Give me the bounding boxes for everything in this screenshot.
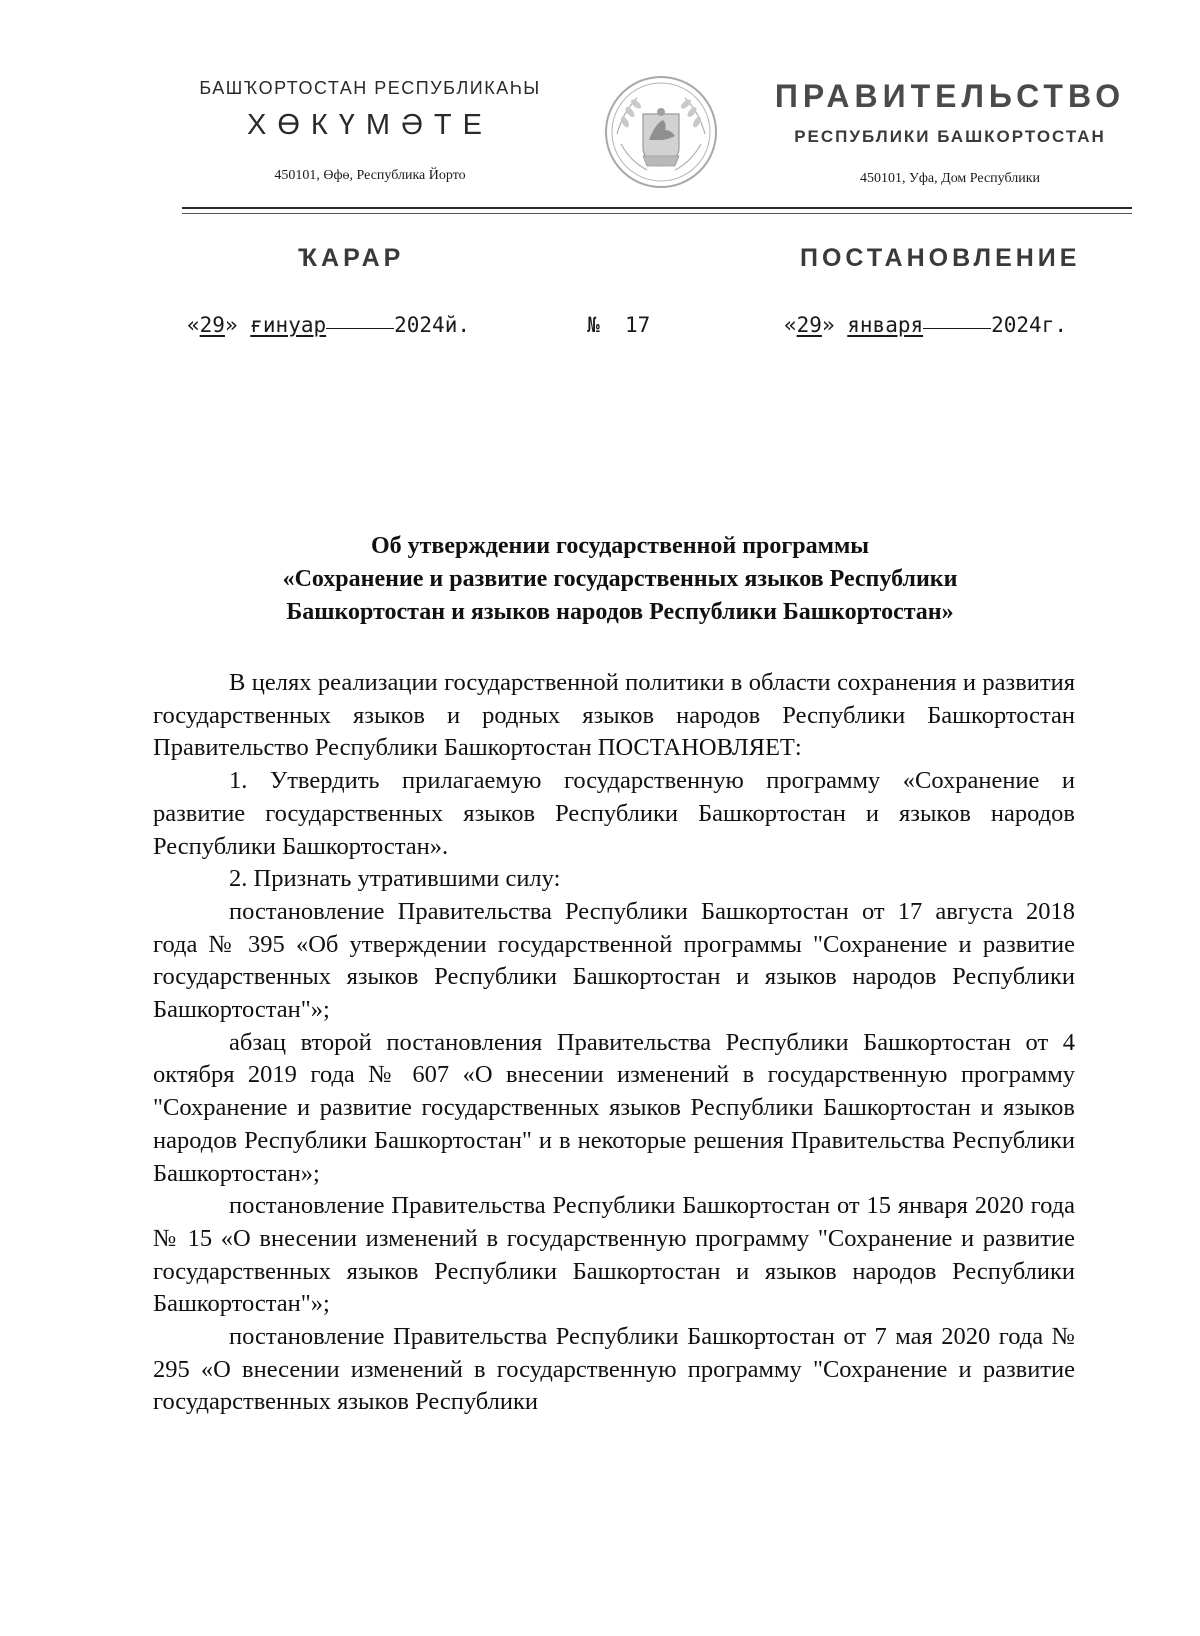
- date-bashkir: [187, 313, 470, 337]
- paragraph-item-2: 2. Признать утратившими силу:: [229, 865, 561, 893]
- header-russian: [770, 78, 1130, 187]
- header-bashkir: [180, 78, 560, 184]
- ru-republic-name: РЕСПУБЛИКИ БАШКОРТОСТАН: [794, 127, 1106, 146]
- date-suffix: г.: [1041, 313, 1067, 337]
- paragraph-repeal-3: постановление Правительства Республики Башкортостан от 15 января 2020 года № 15 «О внесении изменений в государственную программу "Сохранение и развитие государственных языков Республики Башкортостан и языков народов Республики Башкортостан"»;: [153, 1192, 1075, 1318]
- date-suffix: й.: [444, 313, 470, 337]
- title-line: Башкортостан и языков народов Республики Башкортостан»: [286, 599, 954, 625]
- paragraph-repeal-1: постановление Правительства Республики Башкортостан от 17 августа 2018 года № 395 «Об утверждении государственной программы "Сохранение и развитие государственных языков Республики Башкортостан и языков народов Республики Башкортостан"»;: [153, 897, 1075, 1024]
- act-type-russian: ПОСТАНОВЛЕНИЕ: [800, 244, 1081, 272]
- act-type-bashkir: ҠАРАР: [298, 244, 405, 272]
- date-day: 29: [796, 313, 822, 337]
- document-title: [170, 530, 1070, 629]
- date-open-quote: «: [187, 313, 200, 337]
- ba-republic-name: БАШҠОРТОСТАН РЕСПУБЛИКАҺЫ: [199, 78, 541, 98]
- date-year: 2024: [394, 313, 445, 337]
- title-line: Об утверждении государственной программы: [370, 533, 870, 559]
- date-day: 29: [199, 313, 225, 337]
- ba-government-name: ХӨКҮМӘТЕ: [247, 109, 493, 141]
- date-close-quote: »: [224, 313, 238, 337]
- paragraph-repeal-2: абзац второй постановления Правительства Республики Башкортостан от 4 октября 2019 года № 607 «О внесении изменений в государственную программу "Сохранение и развитие государственных языков Республики Башкортостан и языков народов Республики Башкортостан" и в некоторые решения Правительства Республики Башкортостан»;: [153, 1028, 1075, 1187]
- date-year: 2024: [991, 313, 1042, 337]
- title-line: «Сохранение и развитие государственных языков Республики: [282, 566, 958, 592]
- ru-address: 450101, Уфа, Дом Республики: [859, 171, 1041, 186]
- act-number: [587, 313, 650, 337]
- paragraph-item-1: 1. Утвердить прилагаемую государственную программу «Сохранение и развитие государственных языков Республики Башкортостан и языков народов Республики Башкортостан».: [153, 767, 1075, 860]
- date-open-quote: «: [784, 313, 797, 337]
- number-value: 17: [624, 313, 651, 337]
- paragraph-repeal-4: постановление Правительства Республики Башкортостан от 7 мая 2020 года № 295 «О внесении изменений в государственную программу "Сохранение и развитие государственных языков Республики: [153, 1323, 1075, 1416]
- date-russian: [784, 313, 1067, 337]
- date-month: января: [847, 313, 924, 337]
- date-close-quote: »: [821, 313, 835, 337]
- date-fill-line: [923, 327, 991, 329]
- coat-of-arms-emblem-icon: [603, 74, 719, 190]
- ru-government-name: ПРАВИТЕЛЬСТВО: [774, 78, 1126, 114]
- number-label: №: [587, 313, 600, 337]
- header-divider-thick: [182, 207, 1132, 209]
- date-fill-line: [326, 327, 394, 329]
- date-month: ғинуар: [250, 313, 327, 337]
- header-divider-thin: [182, 213, 1132, 214]
- paragraph-preamble: В целях реализации государственной политики в области сохранения и развития государственных языков и родных языков народов Республики Башкортостан Правительство Республики Башкортостан ПОСТАНОВЛЯЕТ:: [153, 669, 1075, 762]
- ba-address: 450101, Өфө, Республика Йорто: [274, 168, 466, 183]
- document-body: [153, 667, 1075, 1419]
